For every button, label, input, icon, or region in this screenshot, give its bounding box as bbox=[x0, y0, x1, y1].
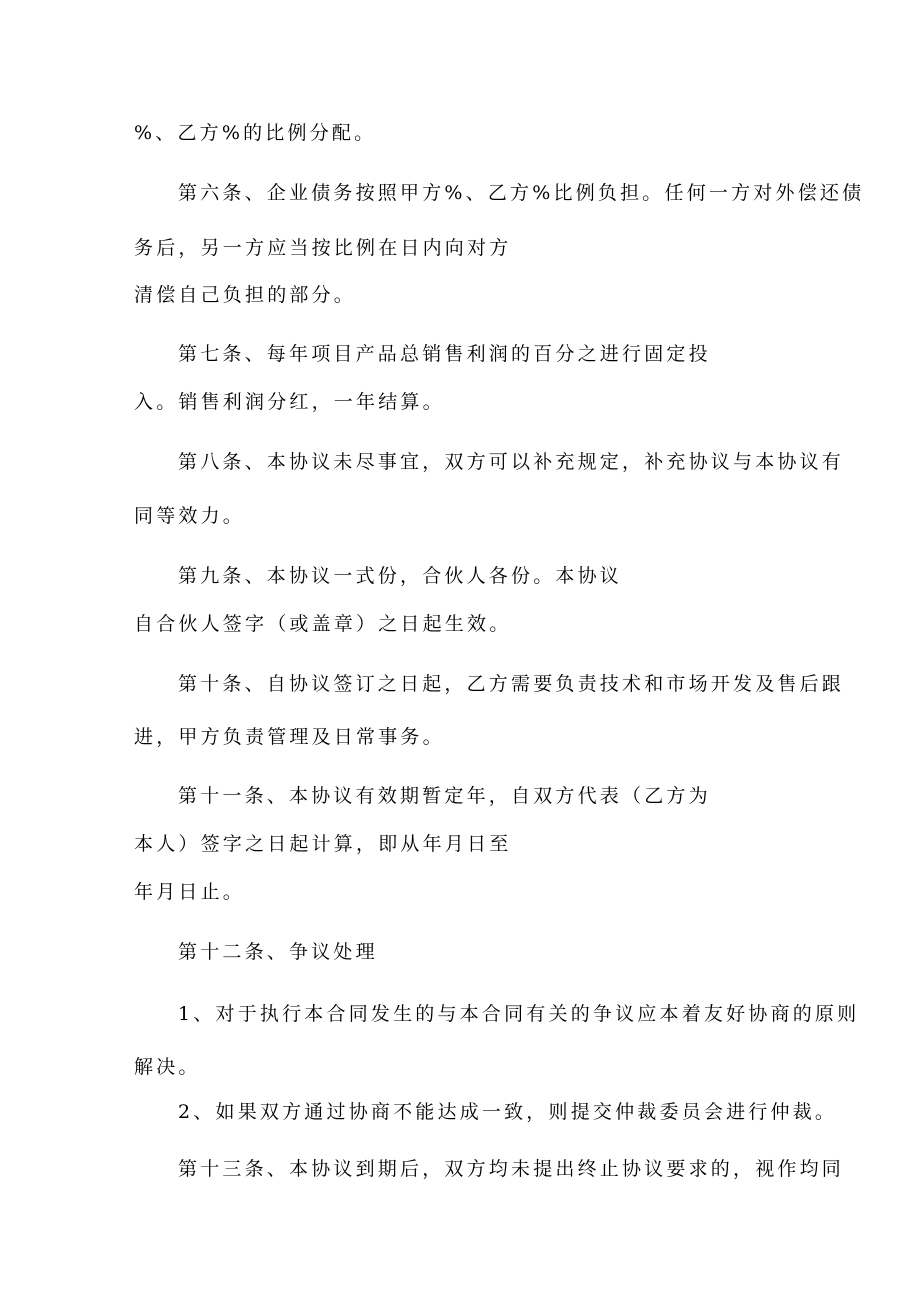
article-7-line: 第七条、每年项目产品总销售利润的百分之进行固定投 bbox=[178, 343, 711, 365]
text-line: 年月日止。 bbox=[134, 881, 246, 903]
text-line: 务后，另一方应当按比例在日内向对方 bbox=[134, 237, 512, 259]
article-6-line: 第六条、企业债务按照甲方%、乙方%比例负担。任何一方对外偿还债 bbox=[178, 182, 865, 204]
text-line: 本人）签字之日起计算，即从年月日至 bbox=[134, 833, 512, 855]
text-line: 进，甲方负责管理及日常事务。 bbox=[134, 726, 445, 748]
text-line: 清偿自己负担的部分。 bbox=[134, 284, 357, 306]
article-10-line: 第十条、自协议签订之日起，乙方需要负责技术和市场开发及售后跟 bbox=[178, 673, 845, 695]
clause-1-line: 1、对于执行本合同发生的与本合同有关的争议应本着友好协商的原则 bbox=[178, 1003, 860, 1025]
article-8-line: 第八条、本协议未尽事宜，双方可以补充规定，补充协议与本协议有 bbox=[178, 451, 845, 473]
text-line: 入。销售利润分红，一年结算。 bbox=[134, 391, 445, 413]
text-line: 解决。 bbox=[134, 1056, 201, 1078]
article-11-line: 第十一条、本协议有效期暂定年，自双方代表（乙方为 bbox=[178, 785, 711, 807]
text-line: 同等效力。 bbox=[134, 505, 246, 527]
clause-2-line: 2、如果双方通过协商不能达成一致，则提交仲裁委员会进行仲裁。 bbox=[178, 1101, 838, 1123]
article-13-line: 第十三条、本协议到期后，双方均未提出终止协议要求的，视作均同 bbox=[178, 1158, 845, 1180]
text-line: %、乙方%的比例分配。 bbox=[134, 122, 377, 144]
text-line: 自合伙人签字（或盖章）之日起生效。 bbox=[134, 613, 512, 635]
article-12-heading: 第十二条、争议处理 bbox=[178, 941, 378, 963]
article-9-line: 第九条、本协议一式份，合伙人各份。本协议 bbox=[178, 565, 623, 587]
